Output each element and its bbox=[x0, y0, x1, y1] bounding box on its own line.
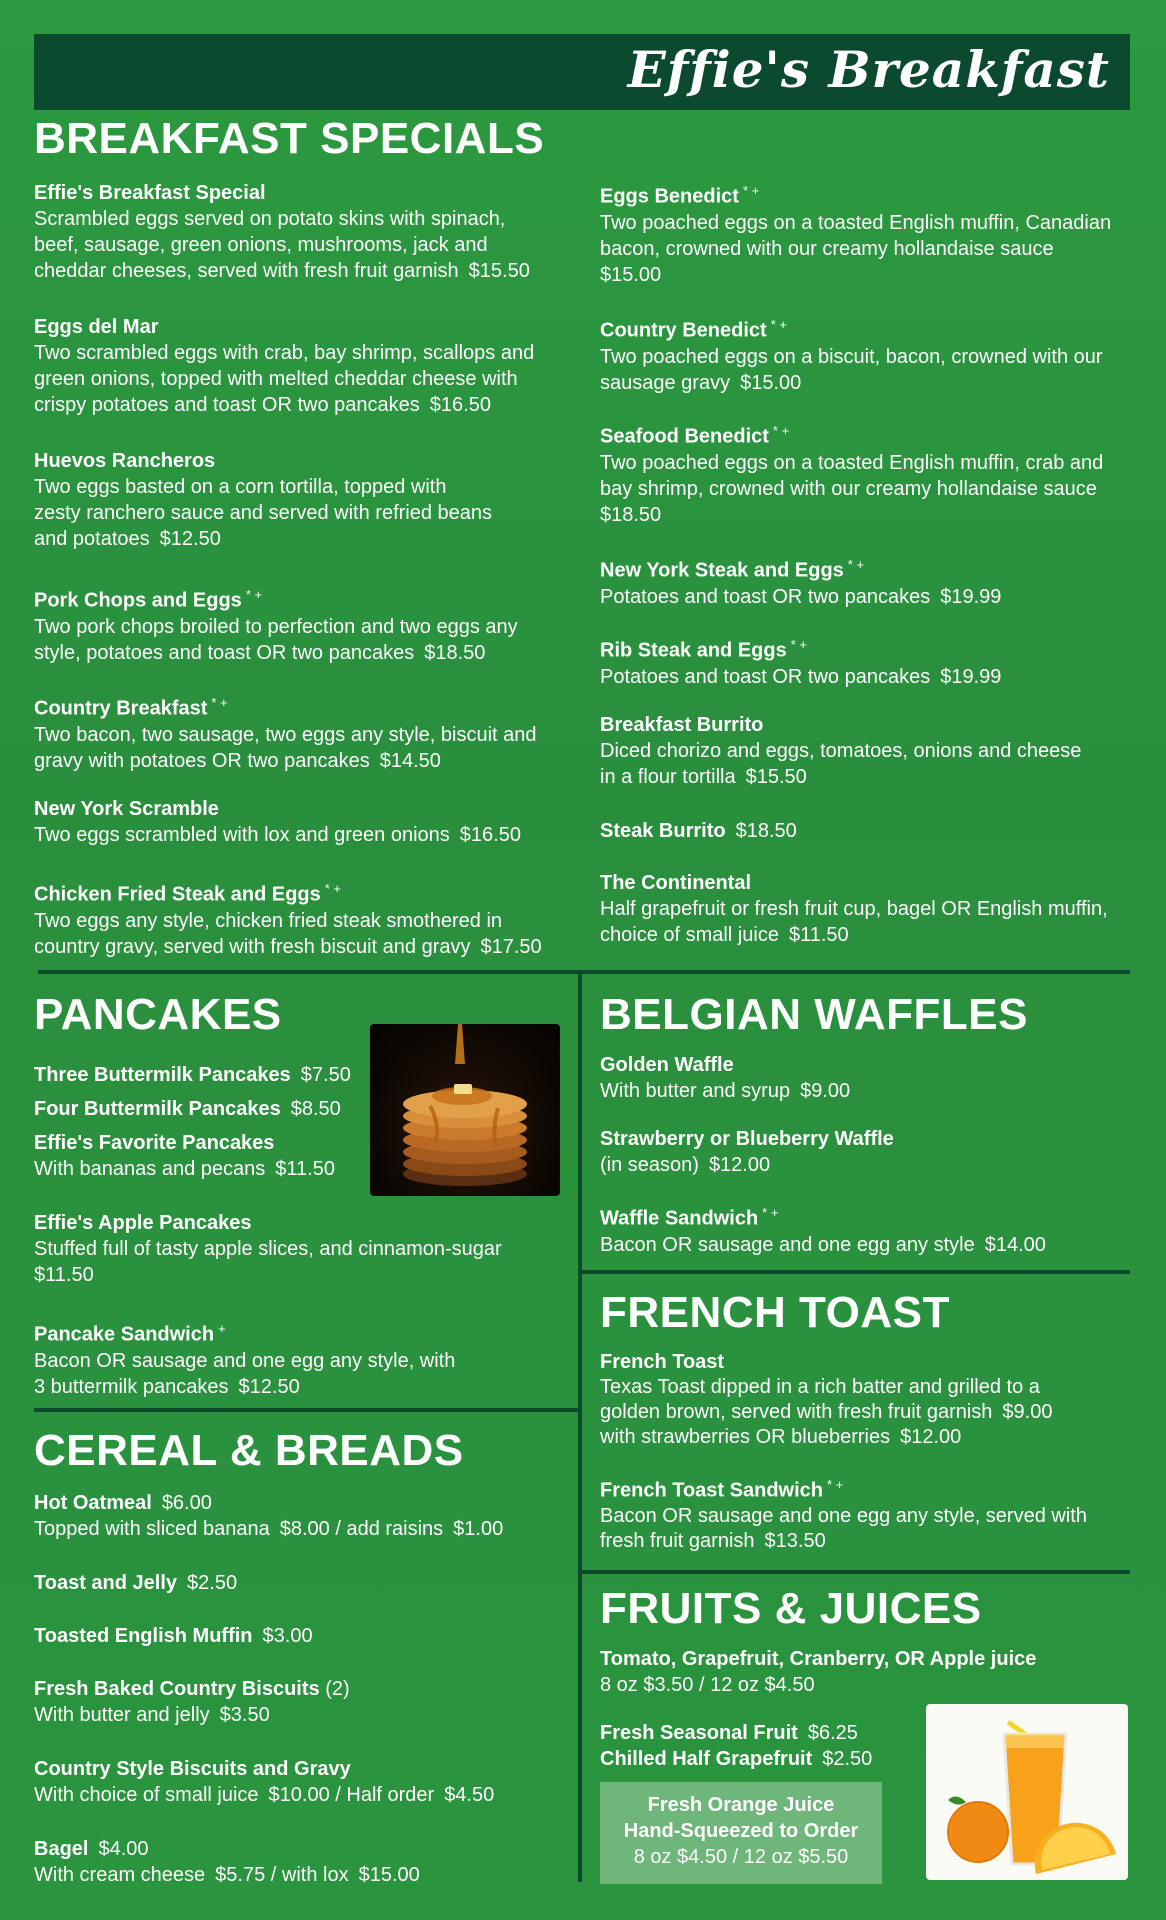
item-desc: Bacon OR sausage and one egg any style, with bbox=[34, 1349, 456, 1372]
item-desc: choice of small juice bbox=[600, 924, 779, 946]
belgian-waffles-title: BELGIAN WAFFLES bbox=[600, 990, 1028, 1039]
item-marks: * + bbox=[211, 695, 228, 710]
menu-item bbox=[600, 312, 1130, 396]
item-price: $16.50 bbox=[459, 824, 521, 846]
item-name: New York Steak and Eggs bbox=[600, 559, 844, 582]
menu-item bbox=[600, 1350, 1130, 1450]
item-marks: * + bbox=[324, 881, 342, 896]
item-name: New York Scramble bbox=[34, 798, 219, 820]
item-name: Country Breakfast bbox=[34, 697, 208, 720]
french-toast-title: FRENCH TOAST bbox=[600, 1288, 950, 1337]
item-name: Pork Chops and Eggs bbox=[34, 589, 242, 612]
oj-subtitle: Hand-Squeezed to Order bbox=[623, 1820, 859, 1842]
item-desc: bacon, crowned with our creamy hollandaise sauce bbox=[600, 237, 1054, 260]
menu-item bbox=[600, 552, 1130, 610]
menu-item bbox=[34, 1062, 374, 1088]
item-name: Three Buttermilk Pancakes bbox=[34, 1064, 291, 1086]
item-desc: in a flour tortilla bbox=[600, 766, 736, 788]
item-price: $15.00 bbox=[600, 263, 662, 286]
item-desc: Two scrambled eggs with crab, bay shrimp, scallops and bbox=[34, 342, 535, 364]
item-desc: With cream cheese bbox=[34, 1864, 206, 1886]
menu-item bbox=[600, 1052, 1130, 1104]
menu-item bbox=[34, 1570, 574, 1596]
item-name: Fresh Seasonal Fruit bbox=[600, 1722, 798, 1744]
item-name: Eggs Benedict bbox=[600, 185, 739, 208]
item-name: Effie's Breakfast Special bbox=[34, 182, 266, 204]
item-marks: * + bbox=[790, 637, 807, 652]
item-desc: Texas Toast dipped in a rich batter and grilled to a bbox=[600, 1376, 1040, 1398]
pancake-stack-icon bbox=[370, 1024, 560, 1196]
item-price: $6.25 bbox=[807, 1722, 858, 1744]
item-name: Pancake Sandwich bbox=[34, 1323, 215, 1346]
breakfast-specials-title: BREAKFAST SPECIALS bbox=[34, 114, 545, 163]
item-price: $17.50 bbox=[480, 935, 542, 958]
item-qty: (2) bbox=[325, 1678, 350, 1700]
item-name: Waffle Sandwich bbox=[600, 1207, 759, 1230]
item-marks: * + bbox=[245, 587, 263, 602]
menu-item bbox=[34, 1096, 374, 1122]
menu-item bbox=[34, 876, 574, 960]
item-desc: beef, sausage, green onions, mushrooms, jack and bbox=[34, 234, 488, 256]
item-desc: Two poached eggs on a toasted English muffin, Canadian bbox=[600, 211, 1112, 234]
section-divider bbox=[34, 1408, 580, 1412]
item-name: French Toast Sandwich bbox=[600, 1479, 823, 1502]
menu-item bbox=[600, 1472, 1130, 1554]
restaurant-title: Effie's Breakfast bbox=[627, 40, 1110, 99]
menu-item bbox=[34, 1210, 574, 1288]
item-name: Toasted English Muffin bbox=[34, 1625, 253, 1647]
item-desc: zesty ranchero sauce and served with refried beans bbox=[34, 502, 493, 524]
item-price: $19.99 bbox=[940, 665, 1002, 688]
item-desc: gravy with potatoes OR two pancakes bbox=[34, 749, 370, 772]
menu-item bbox=[600, 1646, 1130, 1698]
item-desc: (in season) bbox=[600, 1154, 699, 1176]
item-price: $10.00 / Half order bbox=[268, 1784, 435, 1806]
item-price: $6.00 bbox=[161, 1492, 212, 1514]
item-desc: Topped with sliced banana bbox=[34, 1518, 270, 1540]
item-name: Rib Steak and Eggs bbox=[600, 639, 787, 662]
item-marks: * + bbox=[827, 1477, 844, 1492]
item-desc: Two poached eggs on a biscuit, bacon, crowned with our bbox=[600, 345, 1103, 368]
item-price: $3.50 bbox=[219, 1704, 270, 1726]
item-name: Country Benedict bbox=[600, 319, 767, 342]
item-price: $1.00 bbox=[453, 1518, 504, 1540]
menu-item bbox=[34, 582, 574, 666]
orange-juice-box bbox=[600, 1782, 882, 1884]
menu-item bbox=[600, 632, 1130, 690]
orange-juice-photo bbox=[926, 1704, 1128, 1880]
item-price: $18.50 bbox=[735, 820, 797, 842]
item-price: $15.50 bbox=[468, 260, 530, 282]
menu-item bbox=[34, 796, 574, 848]
item-price: $18.50 bbox=[424, 641, 486, 664]
menu-item bbox=[600, 178, 1130, 288]
item-price: $15.00 bbox=[740, 371, 802, 394]
menu-item bbox=[34, 1623, 574, 1649]
item-price: $15.50 bbox=[745, 766, 807, 788]
item-desc: Stuffed full of tasty apple slices, and cinnamon-sugar bbox=[34, 1238, 502, 1260]
menu-item bbox=[600, 1720, 920, 1772]
item-marks: * + bbox=[742, 183, 760, 198]
item-name: Huevos Rancheros bbox=[34, 450, 216, 472]
menu-item bbox=[600, 1126, 1130, 1178]
item-price: $8.50 bbox=[290, 1098, 341, 1120]
item-desc: With bananas and pecans bbox=[34, 1158, 266, 1180]
item-name: Chilled Half Grapefruit bbox=[600, 1748, 813, 1770]
pancakes-title: PANCAKES bbox=[34, 990, 282, 1039]
menu-item bbox=[600, 712, 1130, 790]
item-price: $11.50 bbox=[34, 1264, 94, 1286]
item-price: $16.50 bbox=[429, 394, 491, 416]
item-price: $12.00 bbox=[900, 1426, 962, 1448]
oj-price: 8 oz $4.50 / 12 oz $5.50 bbox=[633, 1846, 849, 1868]
menu-item bbox=[34, 1316, 574, 1400]
item-name: Four Buttermilk Pancakes bbox=[34, 1098, 281, 1120]
item-desc: Two poached eggs on a toasted English muffin, crab and bbox=[600, 451, 1104, 474]
section-divider bbox=[582, 1270, 1130, 1274]
item-desc: Two bacon, two sausage, two eggs any style, biscuit and bbox=[34, 723, 537, 746]
item-marks: * + bbox=[762, 1205, 779, 1220]
item-price: $18.50 bbox=[600, 503, 662, 526]
item-price: $3.00 bbox=[262, 1625, 313, 1647]
item-price: $12.50 bbox=[159, 528, 221, 550]
item-desc: sausage gravy bbox=[600, 371, 731, 394]
item-price: $2.50 bbox=[822, 1748, 873, 1770]
item-price: $11.50 bbox=[275, 1158, 335, 1180]
item-desc: golden brown, served with fresh fruit garnish bbox=[600, 1401, 993, 1423]
item-price: $8.00 / add raisins bbox=[279, 1518, 444, 1540]
item-desc: Two eggs any style, chicken fried steak smothered in bbox=[34, 909, 503, 932]
item-desc: With butter and jelly bbox=[34, 1704, 210, 1726]
item-desc: Two eggs basted on a corn tortilla, topped with bbox=[34, 476, 447, 498]
section-divider bbox=[38, 970, 1130, 974]
item-name: Seafood Benedict bbox=[600, 425, 769, 448]
item-name: Toast and Jelly bbox=[34, 1572, 178, 1594]
item-name: Golden Waffle bbox=[600, 1054, 734, 1076]
item-price: $14.50 bbox=[379, 749, 441, 772]
item-price: $4.00 bbox=[98, 1838, 149, 1860]
item-name: Effie's Apple Pancakes bbox=[34, 1212, 252, 1234]
item-desc: Bacon OR sausage and one egg any style bbox=[600, 1233, 975, 1256]
item-price: $13.50 bbox=[764, 1529, 826, 1552]
orange-juice-icon bbox=[926, 1704, 1128, 1880]
item-price: $12.50 bbox=[238, 1375, 300, 1398]
item-price: $12.00 bbox=[708, 1154, 771, 1176]
item-desc: Two eggs scrambled with lox and green onions bbox=[34, 824, 450, 846]
item-name: French Toast bbox=[600, 1351, 725, 1373]
item-desc: with strawberries OR blueberries bbox=[600, 1426, 891, 1448]
menu-item bbox=[34, 448, 574, 552]
item-price: $2.50 bbox=[187, 1572, 238, 1594]
item-desc: Potatoes and toast OR two pancakes bbox=[600, 665, 931, 688]
menu-item bbox=[34, 1676, 574, 1728]
header-banner bbox=[34, 34, 1130, 110]
menu-item bbox=[600, 418, 1130, 528]
item-desc: Bacon OR sausage and one egg any style, served with bbox=[600, 1504, 1087, 1527]
item-desc: Two pork chops broiled to perfection and two eggs any bbox=[34, 615, 518, 638]
item-desc: country gravy, served with fresh biscuit and gravy bbox=[34, 935, 471, 958]
item-desc: With butter and syrup bbox=[600, 1080, 791, 1102]
menu-item bbox=[34, 1130, 374, 1182]
menu-item bbox=[600, 818, 1130, 844]
item-price: $5.75 / with lox bbox=[215, 1864, 349, 1886]
item-price: 8 oz $3.50 / 12 oz $4.50 bbox=[600, 1674, 815, 1696]
cereal-breads-title: CEREAL & BREADS bbox=[34, 1426, 464, 1475]
item-name: Chicken Fried Steak and Eggs bbox=[34, 883, 321, 906]
item-marks: * + bbox=[847, 557, 865, 572]
item-price: $4.50 bbox=[444, 1784, 495, 1806]
item-desc: crispy potatoes and toast OR two pancakes bbox=[34, 394, 420, 416]
item-desc: fresh fruit garnish bbox=[600, 1529, 755, 1552]
item-price: $9.00 bbox=[800, 1080, 851, 1102]
column-divider bbox=[578, 972, 582, 1882]
menu-item bbox=[600, 870, 1130, 948]
item-name: Steak Burrito bbox=[600, 820, 726, 842]
item-marks: * + bbox=[772, 423, 790, 438]
item-name: Fresh Baked Country Biscuits bbox=[34, 1678, 320, 1700]
menu-item bbox=[34, 180, 574, 284]
pancake-stack-photo bbox=[370, 1024, 560, 1196]
item-name: Bagel bbox=[34, 1838, 89, 1860]
item-desc: Diced chorizo and eggs, tomatoes, onions and cheese bbox=[600, 740, 1082, 762]
item-desc: With choice of small juice bbox=[34, 1784, 259, 1806]
item-name: The Continental bbox=[600, 872, 752, 894]
menu-item bbox=[34, 690, 574, 774]
item-desc: Half grapefruit or fresh fruit cup, bagel OR English muffin, bbox=[600, 898, 1108, 920]
item-desc: 3 buttermilk pancakes bbox=[34, 1375, 229, 1398]
item-desc: bay shrimp, crowned with our creamy hollandaise sauce bbox=[600, 477, 1097, 500]
item-name: Hot Oatmeal bbox=[34, 1492, 152, 1514]
item-price: $15.00 bbox=[358, 1864, 420, 1886]
item-name: Breakfast Burrito bbox=[600, 714, 764, 736]
item-price: $11.50 bbox=[788, 924, 849, 946]
item-desc: green onions, topped with melted cheddar cheese with bbox=[34, 368, 518, 390]
menu-item bbox=[34, 1490, 574, 1542]
section-divider bbox=[582, 1570, 1130, 1574]
fruits-juices-title: FRUITS & JUICES bbox=[600, 1584, 982, 1633]
item-price: $14.00 bbox=[984, 1233, 1046, 1256]
item-price: $19.99 bbox=[940, 585, 1002, 608]
item-name: Effie's Favorite Pancakes bbox=[34, 1132, 275, 1154]
oj-title: Fresh Orange Juice bbox=[647, 1794, 835, 1816]
item-price: $9.00 bbox=[1002, 1401, 1053, 1423]
item-desc: Potatoes and toast OR two pancakes bbox=[600, 585, 931, 608]
item-desc: and potatoes bbox=[34, 528, 150, 550]
item-name: Country Style Biscuits and Gravy bbox=[34, 1758, 351, 1780]
item-price: $7.50 bbox=[300, 1064, 351, 1086]
item-marks: + bbox=[218, 1321, 226, 1336]
menu-item bbox=[600, 1200, 1130, 1258]
item-name: Eggs del Mar bbox=[34, 316, 159, 338]
menu-item bbox=[34, 1756, 574, 1808]
item-name: Tomato, Grapefruit, Cranberry, OR Apple juice bbox=[600, 1648, 1037, 1670]
menu-item bbox=[34, 314, 574, 418]
item-desc: cheddar cheeses, served with fresh fruit garnish bbox=[34, 260, 459, 282]
item-desc: style, potatoes and toast OR two pancakes bbox=[34, 641, 415, 664]
item-name: Strawberry or Blueberry Waffle bbox=[600, 1128, 894, 1150]
item-desc: Scrambled eggs served on potato skins with spinach, bbox=[34, 208, 506, 230]
item-marks: * + bbox=[770, 317, 787, 332]
menu-item bbox=[34, 1836, 574, 1888]
